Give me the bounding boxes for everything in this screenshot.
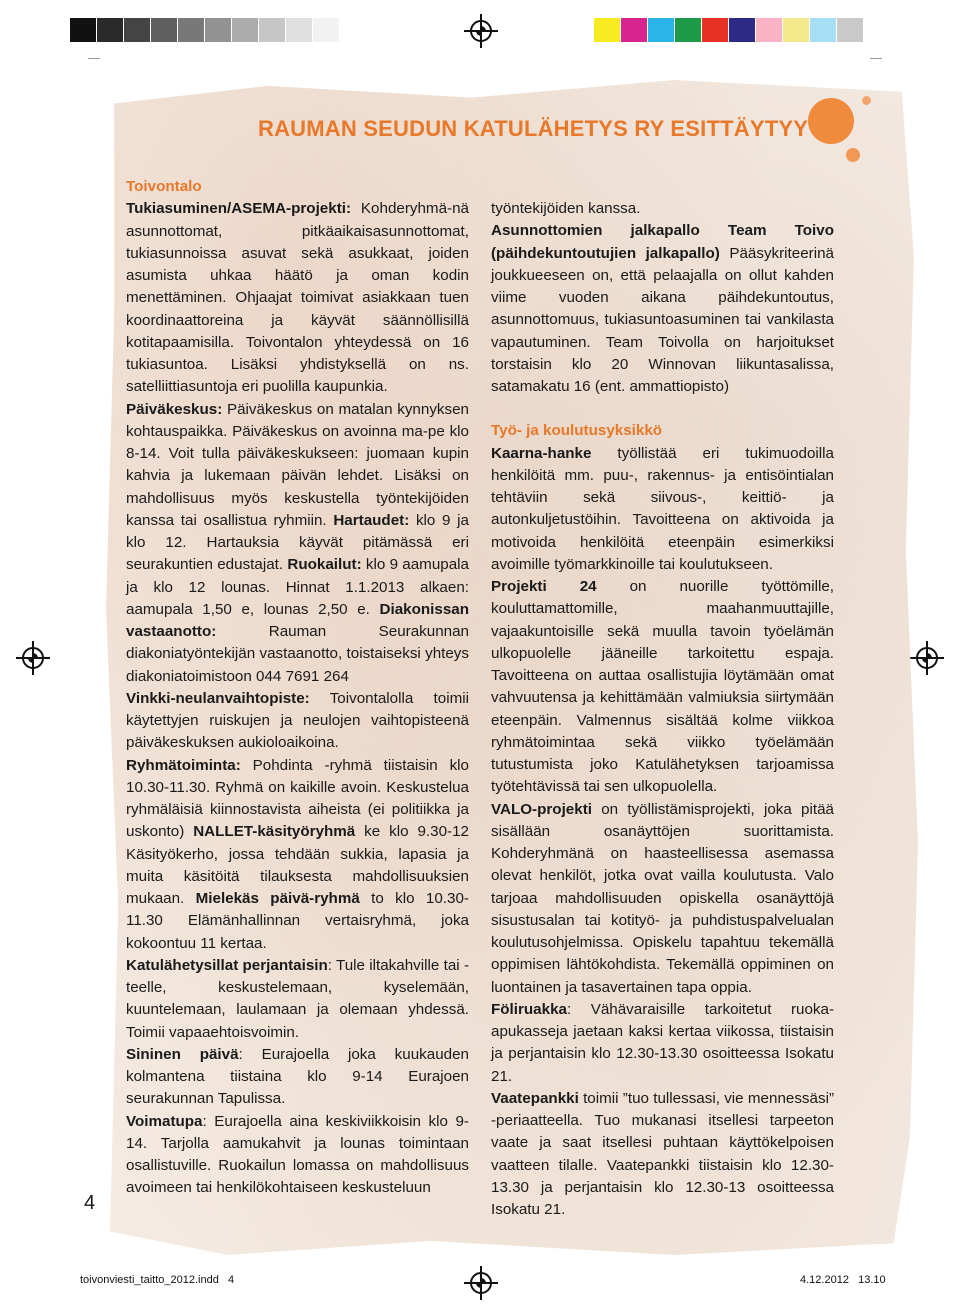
color-swatch: [205, 18, 232, 42]
color-swatch: [675, 18, 702, 42]
color-swatch: [702, 18, 729, 42]
paragraph-katulahetys: Katulähetysillat perjantaisin: Tule iltakahville tai -teelle, keskustelemaan, kyselemään, kuuntelemaan, laulamaan ja olemaan yhdessä. Toimii vapaaehtoisvoimin.: [126, 956, 469, 1041]
decor-circle-tiny: [862, 96, 871, 105]
color-bar-cmyk: [594, 18, 864, 42]
color-swatch: [178, 18, 205, 42]
color-swatch: [648, 18, 675, 42]
color-swatch: [837, 18, 864, 42]
paragraph-foliruakka: Föliruakka: Vähävaraisille tarkoitetut ruoka-apukasseja jaetaan kaksi kertaa viikossa, tiistaisin ja perjantaisin klo 12.30-13.30 osoitteessa Isokatu 21.: [491, 1000, 834, 1085]
right-column: [491, 198, 834, 1221]
paragraph-sininen-paiva: Sininen päivä: Eurajoella joka kuukauden kolmantena tiistaina klo 9-14 Eurajoen seurakunnan Tapulissa.: [126, 1045, 469, 1108]
color-swatch: [756, 18, 783, 42]
decor-circle-small: [846, 148, 860, 162]
color-swatch: [286, 18, 313, 42]
paragraph-vaatepankki: Vaatepankki toimii ”tuo tullessasi, vie mennessäsi” -periaatteella. Tuo mukanasi itsellesi tarpeeton vaate ja saat itsellesi puhtaan käyttökelpoisen vaatteen tilalle. Vaatepankki tiistaisin klo 12.30-13.30 ja perjantaisin klo 12.30-13 osoitteessa Isokatu 21.: [491, 1089, 834, 1218]
registration-mark-icon: [22, 647, 44, 669]
color-swatch: [313, 18, 340, 42]
paragraph-ryhmatoiminta: Ryhmätoiminta: Pohdinta -ryhmä tiistaisin klo 10.30-11.30. Ryhmä on kaikille avoin. Keskustelua ryhmäläisiä kiinnostavista aiheista (ei politiikka ja uskonto) NALLET-käsityöryhmä ke klo 9.30-12 Käsityökerho, jossa tehdään sukkia, lapasia ja muita käsitöitä tilauksesta mahdollisuuksien mukaan. Mielekäs päivä-ryhmä to klo 10.30-11.30 Elämänhallinnan vertaisryhmä, joka kokoontuu 11 kertaa.: [126, 756, 469, 952]
section-heading-toivontalo: Toivontalo: [126, 178, 202, 195]
footer-date: 4.12.2012 13.10: [800, 1274, 886, 1286]
crop-mark: [88, 58, 100, 59]
decor-circle-large: [808, 98, 854, 144]
color-swatch: [810, 18, 837, 42]
color-swatch: [151, 18, 178, 42]
color-swatch: [783, 18, 810, 42]
print-footer: [0, 1268, 960, 1294]
page-title: RAUMAN SEUDUN KATULÄHETYS RY ESITTÄYTYY: [258, 116, 809, 141]
paragraph-valo: VALO-projekti on työllistämisprojekti, joka pitää sisällään osanäyttöjen suorittamista. Kohderyhmänä on haasteellisessa asemassa olevat henkilöt, jotka ovat vailla koulutusta. Valo tarjoaa mahdollisuuden opiskella osanäyttöjä sisustusalan tai kotityö- ja puhdistuspalvelualan koulutusohjelmissa. Opiskelu tapahtuu tekemällä oppimisen lähtökohdista. Tekemällä oppiminen on luontainen ja tasavertainen tapa oppia.: [491, 800, 834, 996]
paragraph-intro: työntekijöiden kanssa.: [491, 200, 641, 217]
color-swatch: [621, 18, 648, 42]
section-heading-tyo-koulutus: Työ- ja koulutusyksikkö: [491, 422, 663, 440]
color-bar-grayscale: [70, 18, 340, 42]
paragraph-tukiasuminen: Tukiasuminen/ASEMA-projekti: Kohderyhmä-nä asunnottomat, pitkäaikaisasunnottomat, tukiasunnoissa asuvat sekä asukkaat, joiden asumista uhkaa häätö ja oman kodin menettäminen. Ohjaajat toimivat asiakkaan tuen koordinaattoreina ja käyvät säännöllisillä kotitapaamisilla. Toivontalon yhteydessä on 16 tukiasuntoa. Lisäksi yhdistyksellä on ns. satelliittiasuntoja eri puolilla kaupunkia.: [126, 200, 469, 396]
registration-mark-icon: [916, 647, 938, 669]
color-swatch: [97, 18, 124, 42]
paragraph-kaarna: Kaarna-hanke työllistää eri tukimuodoilla henkilöitä mm. puu-, rakennus- ja entisöintialan tehtäviin sekä siivous-, keittiö- ja autonkuljetustöihin. Tavoitteena on aktivoida ja motivoida henkilöitä eteenpäin esimerkiksi avoimille työmarkkinoille tai koulutukseen.: [491, 444, 834, 573]
color-swatch: [70, 18, 97, 42]
footer-filename: toivonviesti_taitto_2012.indd 4: [80, 1274, 235, 1286]
paragraph-vinkki: Vinkki-neulanvaihtopiste: Toivontalolla toimii käytettyjen ruiskujen ja neulojen vaihtopisteenä päiväkeskuksen aukioloaikoina.: [126, 689, 469, 752]
registration-mark-icon: [470, 20, 492, 42]
left-column: [126, 176, 469, 1200]
color-swatch: [124, 18, 151, 42]
paragraph-projekti24: Projekti 24 on nuorille työttömille, kouluttamattomille, maahanmuuttajille, vajaakuntoisille sekä muulla tavoin työelämän ulkopuolelle jääneille tarkoitettu espaja. Tavoitteena on auttaa osallistujia löytämään omat vahvuutensa ja kehittämään valmiuksia siirtymään eteenpäin. Valmennus sisältää kolme viikkoa ryhmätoimintaa sekä viikko työelämään tutustumista joko Katulähetyksen tarjoamissa työtehtävissä tai sen ulkopuolella.: [491, 578, 834, 796]
paragraph-paivakeskus: Päiväkeskus: Päiväkeskus on matalan kynnyksen kohtauspaikka. Päiväkeskus on avoinna ma-pe klo 8-14. Voit tulla päiväkeskukseen: juomaan kupin kahvia ja lukemaan päivän lehdet. Lisäksi on mahdollisuus myös keskustella työntekijöiden kanssa tai osallistua ryhmiin. Hartaudet: klo 9 ja klo 12. Hartauksia käyvät pitämässä eri seurakuntien edustajat. Ruokailut: klo 9 aamupala ja klo 12 lounas. Hinnat 1.1.2013 alkaen: aamupala 1,50 e, lounas 2,50 e. Diakonissan vastaanotto: Rauman Seurakunnan diakoniatyöntekijän vastaanotto, toistaiseksi yhteys diakoniatoimistoon 044 7691 264: [126, 400, 469, 685]
crop-mark: [870, 58, 882, 59]
color-swatch: [594, 18, 621, 42]
page-number: 4: [84, 1192, 96, 1214]
color-swatch: [232, 18, 259, 42]
color-swatch: [259, 18, 286, 42]
color-swatch: [729, 18, 756, 42]
paragraph-jalkapallo: Asunnottomien jalkapallo Team Toivo (päihdekuntoutujien jalkapallo) Pääsykriteerinä joukkueeseen on, että pelaajalla on ollut kahden viime vuoden aikana päihdekuntoutus, asunnottomuus, tukiasuntoasuminen tai vankilasta vapautuminen. Team Toivolla on harjoitukset torstaisin klo 20 Winnovan liikuntasalissa, satamakatu 16 (ent. ammattiopisto): [491, 222, 834, 395]
paragraph-voimatupa: Voimatupa: Eurajoella aina keskiviikkoisin klo 9-14. Tarjolla aamukahvit ja lounas toimintaan osallistuville. Ruokailun lomassa on mahdollisuus avoimeen tai henkilökohtaiseen keskusteluun: [126, 1112, 469, 1197]
